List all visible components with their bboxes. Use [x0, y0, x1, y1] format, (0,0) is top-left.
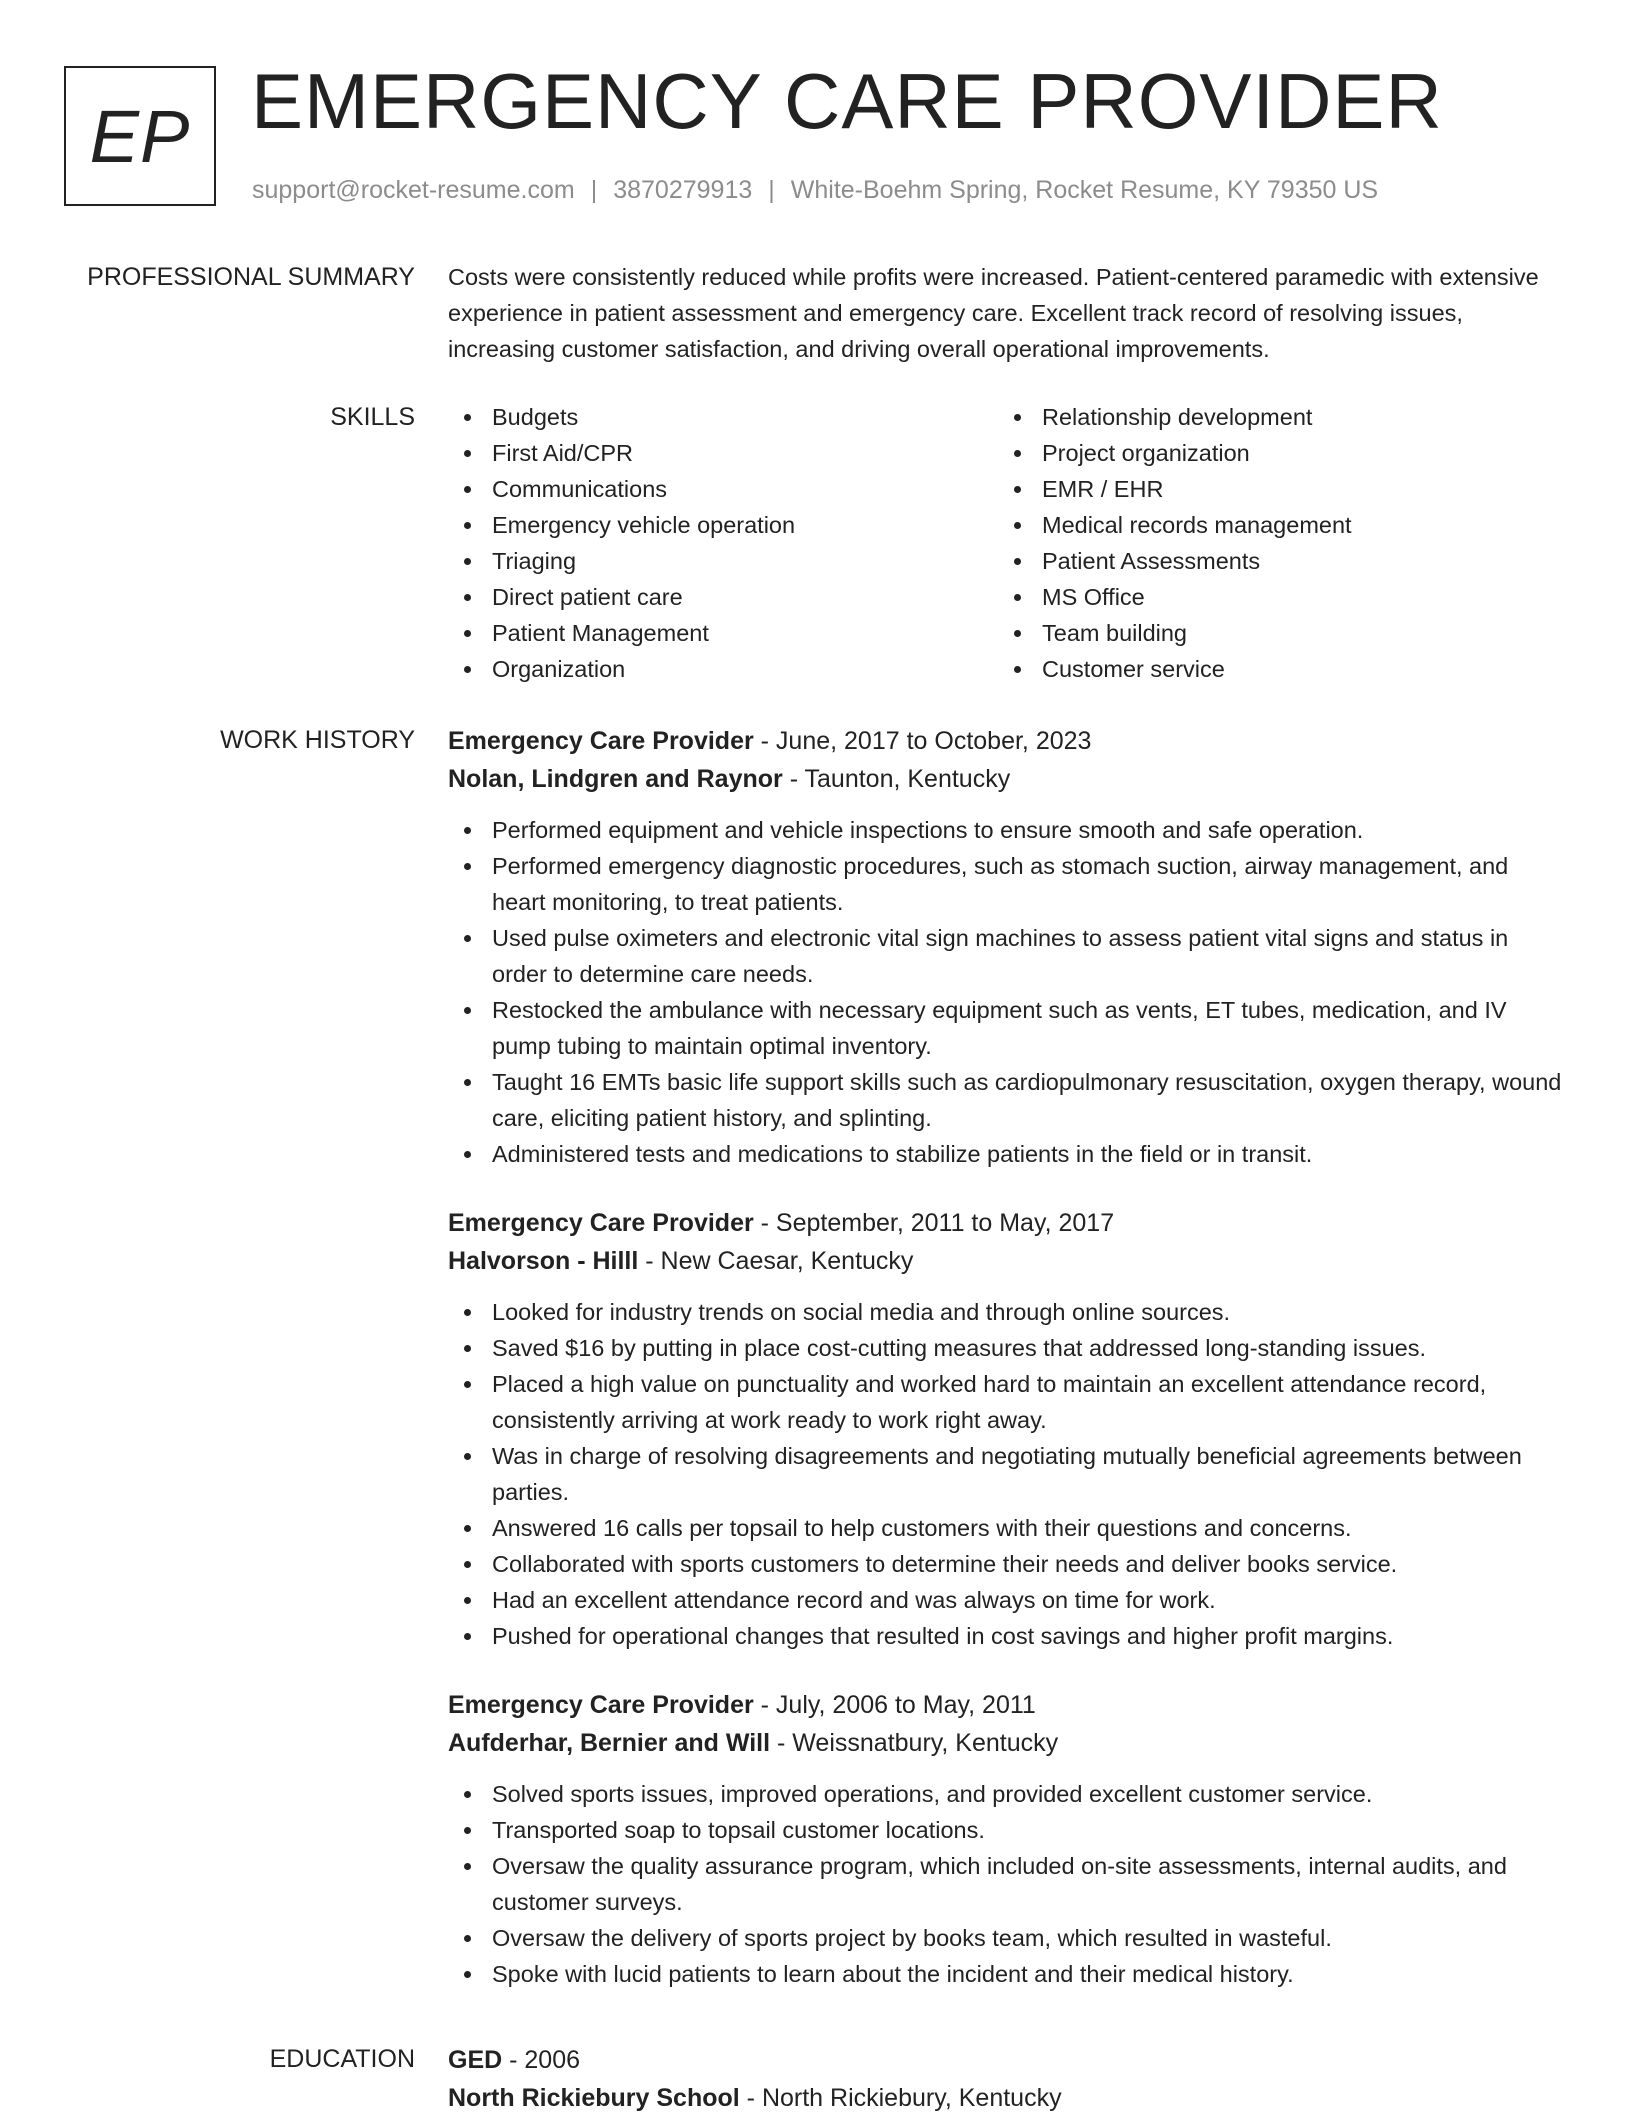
- section-label-education: EDUCATION: [269, 2045, 415, 2073]
- skill-item: First Aid/CPR: [448, 435, 998, 471]
- job-location: Weissnatbury, Kentucky: [792, 1729, 1059, 1757]
- education-location: North Rickiebury, Kentucky: [761, 2084, 1062, 2112]
- skill-item: Triaging: [448, 543, 998, 579]
- job-bullet: Oversaw the delivery of sports project by books team, which resulted in wasteful.: [448, 1920, 1568, 1956]
- dash-separator: -: [739, 2084, 762, 2112]
- skill-item: Organization: [448, 651, 998, 687]
- monogram-logo: EP: [64, 66, 216, 206]
- job-bullet: Solved sports issues, improved operations, and provided excellent customer service.: [448, 1776, 1568, 1812]
- contact-address: White-Boehm Spring, Rocket Resume, KY 79350 US: [790, 176, 1379, 204]
- skill-item: Budgets: [448, 399, 998, 435]
- education-section: [448, 2041, 1568, 2117]
- dash-separator: -: [753, 727, 776, 755]
- skill-item: Patient Assessments: [998, 543, 1558, 579]
- skill-item: Medical records management: [998, 507, 1558, 543]
- job-title: Emergency Care Provider: [448, 727, 754, 755]
- job-title: Emergency Care Provider: [448, 1209, 754, 1237]
- job-bullet: Spoke with lucid patients to learn about the incident and their medical history.: [448, 1956, 1568, 1992]
- job-company: Nolan, Lindgren and Raynor: [448, 765, 783, 793]
- dash-separator: -: [753, 1691, 776, 1719]
- contact-email: support@rocket-resume.com: [252, 176, 575, 204]
- job-title-line: [448, 722, 1568, 760]
- skills-section: [448, 399, 1568, 687]
- job-dates: July, 2006 to May, 2011: [775, 1691, 1036, 1719]
- skills-list: [448, 399, 1568, 687]
- education-degree-line: [448, 2041, 1568, 2079]
- job-bullet: Collaborated with sports customers to determine their needs and deliver books service.: [448, 1546, 1568, 1582]
- job-bullet: Answered 16 calls per topsail to help customers with their questions and concerns.: [448, 1510, 1568, 1546]
- job-bullet: Pushed for operational changes that resulted in cost savings and higher profit margins.: [448, 1618, 1568, 1654]
- job-bullet: Administered tests and medications to stabilize patients in the field or in transit.: [448, 1136, 1568, 1172]
- job-location: Taunton, Kentucky: [804, 765, 1011, 793]
- contact-phone: 3870279913: [613, 176, 753, 204]
- job-title-line: [448, 1204, 1568, 1242]
- job-bullet: Taught 16 EMTs basic life support skills such as cardiopulmonary resuscitation, oxygen therapy, wound care, eliciting patient history, and splinting.: [448, 1064, 1568, 1136]
- dash-separator: -: [502, 2046, 525, 2074]
- section-label-work: WORK HISTORY: [220, 726, 415, 754]
- job-bullets: [448, 1294, 1568, 1654]
- skill-item: Communications: [448, 471, 998, 507]
- job-entry: [448, 1686, 1568, 1992]
- page-title: EMERGENCY CARE PROVIDER: [251, 57, 1443, 145]
- skill-item: MS Office: [998, 579, 1558, 615]
- job-bullet: Saved $16 by putting in place cost-cutting measures that addressed long-standing issues.: [448, 1330, 1568, 1366]
- job-company-line: [448, 760, 1568, 798]
- job-dates: September, 2011 to May, 2017: [775, 1209, 1115, 1237]
- job-bullet: Used pulse oximeters and electronic vital sign machines to assess patient vital signs and status in order to determine care needs.: [448, 920, 1568, 992]
- job-title-line: [448, 1686, 1568, 1724]
- dash-separator: -: [638, 1247, 661, 1275]
- skill-item: Direct patient care: [448, 579, 998, 615]
- job-bullet: Restocked the ambulance with necessary equipment such as vents, ET tubes, medication, and IV pump tubing to maintain optimal inventory.: [448, 992, 1568, 1064]
- contact-separator: |: [590, 176, 598, 204]
- job-bullet: Placed a high value on punctuality and worked hard to maintain an excellent attendance record, consistently arriving at work ready to work right away.: [448, 1366, 1568, 1438]
- education-school-line: [448, 2079, 1568, 2117]
- job-company: Aufderhar, Bernier and Will: [448, 1729, 771, 1757]
- dash-separator: -: [770, 1729, 793, 1757]
- skill-item: Customer service: [998, 651, 1558, 687]
- job-bullet: Performed equipment and vehicle inspections to ensure smooth and safe operation.: [448, 812, 1568, 848]
- education-year: 2006: [524, 2046, 581, 2074]
- contact-line: [252, 174, 1378, 206]
- job-bullet: Transported soap to topsail customer locations.: [448, 1812, 1568, 1848]
- section-label-summary: PROFESSIONAL SUMMARY: [87, 263, 415, 291]
- job-bullet: Looked for industry trends on social media and through online sources.: [448, 1294, 1568, 1330]
- dash-separator: -: [782, 765, 805, 793]
- skill-item: Relationship development: [998, 399, 1558, 435]
- skill-item: Project organization: [998, 435, 1558, 471]
- job-dates: June, 2017 to October, 2023: [775, 727, 1092, 755]
- job-bullets: [448, 812, 1568, 1172]
- job-bullet: Was in charge of resolving disagreements and negotiating mutually beneficial agreements between parties.: [448, 1438, 1568, 1510]
- job-title: Emergency Care Provider: [448, 1691, 754, 1719]
- education-school: North Rickiebury School: [448, 2084, 740, 2112]
- skill-item: Patient Management: [448, 615, 998, 651]
- dash-separator: -: [753, 1209, 776, 1237]
- job-company-line: [448, 1724, 1568, 1762]
- job-bullet: Had an excellent attendance record and was always on time for work.: [448, 1582, 1568, 1618]
- section-label-skills: SKILLS: [330, 403, 415, 431]
- job-company-line: [448, 1242, 1568, 1280]
- summary-section: [448, 259, 1568, 367]
- skill-item: Team building: [998, 615, 1558, 651]
- job-location: New Caesar, Kentucky: [660, 1247, 914, 1275]
- summary-text: Costs were consistently reduced while profits were increased. Patient-centered paramedic with extensive experience in patient assessment and emergency care. Excellent track record of resolving issues, increasing customer satisfaction, and driving overall operational improvements.: [448, 264, 1539, 362]
- skill-item: Emergency vehicle operation: [448, 507, 998, 543]
- job-company: Halvorson - Hilll: [448, 1247, 639, 1275]
- job-bullet: Oversaw the quality assurance program, which included on-site assessments, internal audits, and customer surveys.: [448, 1848, 1568, 1920]
- skill-item: EMR / EHR: [998, 471, 1558, 507]
- education-degree: GED: [448, 2046, 503, 2074]
- job-bullets: [448, 1776, 1568, 1992]
- work-history-section: [448, 722, 1568, 2024]
- contact-separator: |: [768, 176, 775, 204]
- job-entry: [448, 722, 1568, 1172]
- job-bullet: Performed emergency diagnostic procedures, such as stomach suction, airway management, and heart monitoring, to treat patients.: [448, 848, 1568, 920]
- job-entry: [448, 1204, 1568, 1654]
